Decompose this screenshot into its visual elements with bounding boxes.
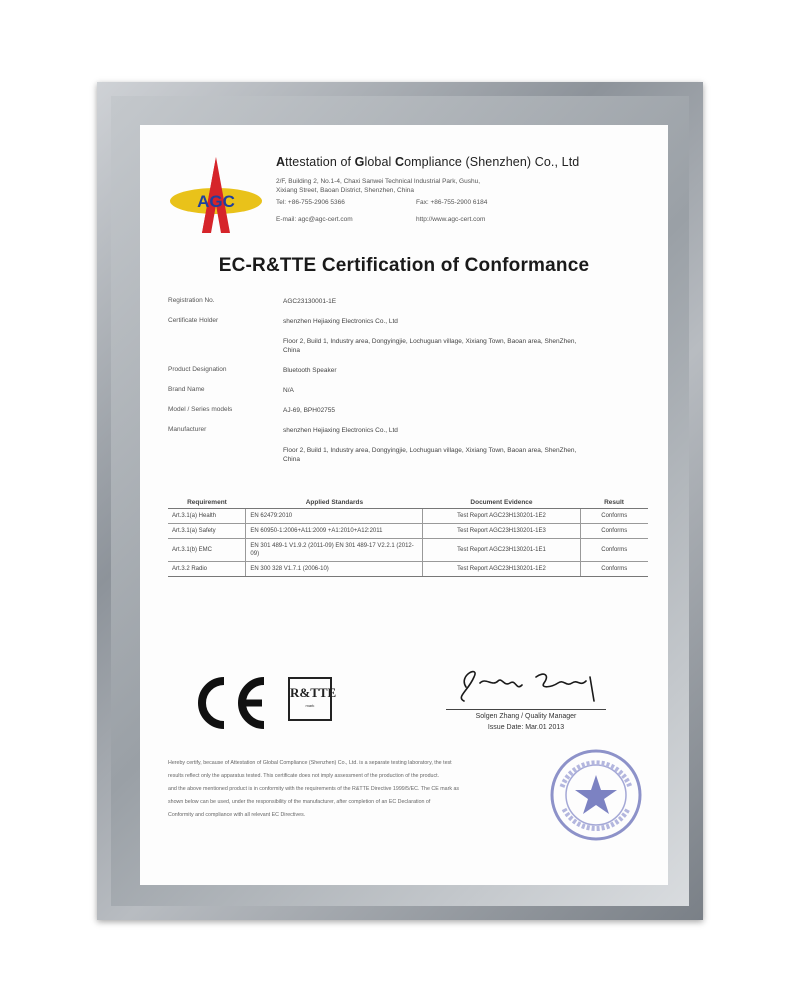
note-line: and the above mentioned product is in conformity with the requirements of the R&TTE Directive 1999/5/EC. The CE mark as — [168, 786, 460, 792]
field-holder-address: Floor 2, Build 1, Industry area, Dongyingjie, Lochuguan village, Xixiang Town, Baoan area, ShenZhen, China — [283, 338, 577, 354]
company-header — [276, 155, 656, 223]
note-line: shown below can be used, under the responsibility of the manufacturer, after completion of an EC Declaration of — [168, 799, 431, 805]
rtte-mark-subtext: mark — [305, 703, 315, 708]
field-model: Model / Series models AJ-69, BPH02755 — [168, 406, 336, 414]
table-row: Art.3.2 Radio EN 300 328 V1.7.1 (2006-10) Test Report AGC23H130201-1E2 Conforms — [168, 562, 648, 577]
header-document-evidence: Document Evidence — [423, 497, 580, 509]
signature-line — [446, 709, 606, 710]
note-line: Conformity and compliance with all relevant EC Directives. — [168, 812, 306, 818]
note-line: results reflect only the apparatus tested. This certificate does not imply assessment of the production of the product. — [168, 773, 440, 779]
ce-mark-icon — [190, 673, 270, 733]
table-row: Art.3.1(a) Safety EN 60950-1:2006+A11:2009 +A1:2010+A12:2011 Test Report AGC23H130201-1E3 Conforms — [168, 524, 648, 539]
company-fax: Fax: +86-755-2900 6184 — [416, 199, 488, 206]
field-registration-no: Registration No. AGC23130001-1E — [168, 297, 337, 305]
header-result: Result — [580, 497, 648, 509]
note-line: Hereby certify, because of Attestation of Global Compliance (Shenzhen) Co., Ltd. is a separate testing laboratory, the test — [168, 760, 452, 766]
rtte-mark-text: R&TTE — [290, 685, 337, 700]
field-brand-name: Brand Name N/A — [168, 386, 294, 394]
certificate-title: EC-R&TTE Certification of Conformance — [218, 255, 590, 276]
certificate-paper — [140, 125, 668, 885]
company-email: E-mail: agc@agc-cert.com — [276, 216, 353, 223]
contact-row-phone — [276, 199, 656, 206]
signer-name-title: Solgen Zhang / Quality Manager — [475, 713, 577, 720]
table-row: Art.3.1(a) Health EN 62479:2010 Test Report AGC23H130201-1E2 Conforms — [168, 509, 648, 524]
table-header-row — [168, 497, 648, 509]
company-address-line2: Xixiang Street, Baoan District, Shenzhen, China — [276, 187, 415, 194]
field-manufacturer-address: Floor 2, Build 1, Industry area, Dongyingjie, Lochuguan village, Xixiang Town, Baoan area, ShenZhen, China — [283, 447, 577, 463]
contact-row-web — [276, 216, 656, 223]
company-address-line1: 2/F, Building 2, No.1-4, Chaxi Sanwei Technical Industrial Park, Gushu, — [276, 178, 481, 185]
header-applied-standards: Applied Standards — [246, 497, 423, 509]
rtte-mark-icon — [288, 677, 337, 721]
field-certificate-holder: Certificate Holder shenzhen Hejiaxing Electronics Co., Ltd — [168, 317, 398, 325]
field-manufacturer: Manufacturer shenzhen Hejiaxing Electronics Co., Ltd — [168, 426, 398, 434]
company-tel: Tel: +86-755-2906 5366 — [276, 199, 345, 206]
company-website: http://www.agc-cert.com — [416, 216, 486, 223]
issue-date: Issue Date: Mar.01 2013 — [487, 724, 565, 731]
logo-text: AGC — [197, 192, 235, 211]
agc-logo — [166, 155, 266, 235]
certificate-notes — [168, 757, 568, 822]
header-requirement: Requirement — [168, 497, 246, 509]
company-name: Attestation of Global Compliance (Shenzhen) Co., Ltd — [276, 155, 580, 169]
company-seal-stamp — [548, 747, 644, 843]
field-product-designation: Product Designation Bluetooth Speaker — [168, 366, 337, 374]
handwritten-signature — [452, 657, 612, 707]
certificate-fields — [168, 297, 648, 475]
table-row: Art.3.1(b) EMC EN 301 489-1 V1.9.2 (2011-09) EN 301 489-17 V2.2.1 (2012-09) Test Report AGC23H130201-1E1 Conforms — [168, 539, 648, 562]
requirements-table — [168, 497, 648, 577]
